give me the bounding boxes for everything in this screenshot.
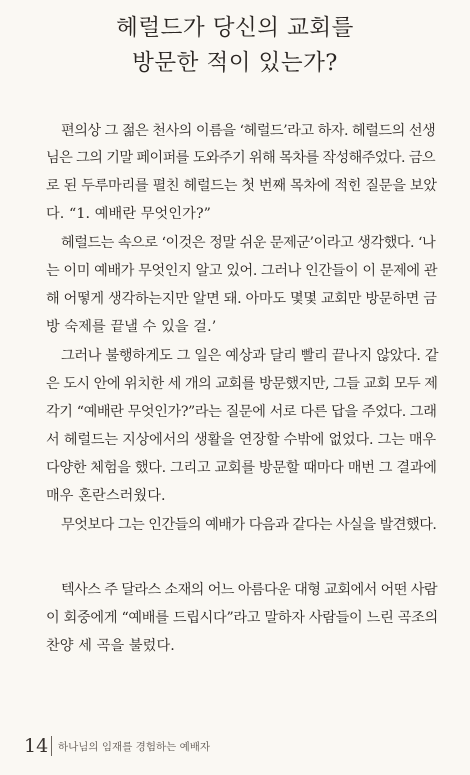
footer-divider [51,736,52,756]
body-line: 무엇보다 그는 인간들의 예배가 다음과 같다는 사실을 발견했다. [61,517,437,533]
body-line: 다. “1. 예배란 무엇인가?” [46,206,212,222]
body-line: 는 이미 예배가 무엇인지 알고 있어. 그러나 인간들이 이 문제에 관 [46,263,438,279]
running-footer-book-title: 하나님의 임재를 경험하는 예배자 [58,741,211,753]
body-line: 그러나 불행하게도 그 일은 예상과 달리 빨리 끝나지 않았다. 같 [61,348,439,364]
body-line: 찬양 세 곡을 불렀다. [46,638,175,654]
body-line: 님은 그의 기말 페이퍼를 도와주기 위해 목차를 작성해주었다. 금으 [46,150,436,166]
body-line: 서 헤럴드는 지상에서의 생활을 연장할 수밖에 없었다. 그는 매우 [46,432,436,448]
chapter-title-line-2: 방문한 적이 있는가? [132,50,338,76]
body-line: 방 숙제를 끝낼 수 있을 걸.’ [46,319,217,335]
chapter-title-line-1: 헤럴드가 당신의 교회를 [116,15,354,41]
body-line: 해 어떻게 생각하는지만 알면 돼. 아마도 몇몇 교회만 방문하면 금 [46,291,437,307]
page-number: 14 [24,735,49,757]
body-line: 이 회중에게 “예배를 드립시다”라고 말하자 사람들이 느린 곡조의 [46,610,438,626]
body-line: 은 도시 안에 위치한 세 개의 교회를 방문했지만, 그들 교회 모두 제 [46,376,438,392]
body-line: 편의상 그 젊은 천사의 이름을 ‘헤럴드’라고 하자. 헤럴드의 선생 [61,123,436,139]
body-line: 텍사스 주 달라스 소재의 어느 아름다운 대형 교회에서 어떤 사람 [61,582,437,598]
body-line: 다양한 체험을 했다. 그리고 교회를 방문할 때마다 매번 그 결과에 [46,460,437,476]
body-line: 각기 “예배란 무엇인가?”라는 질문에 서로 다른 답을 주었다. 그래 [46,404,437,420]
body-line: 로 된 두루마리를 펼친 헤럴드는 첫 번째 목차에 적힌 질문을 보았 [46,178,437,194]
body-line: 헤럴드는 속으로 ‘이것은 정말 쉬운 문제군’이라고 생각했다. ‘나 [61,235,436,251]
body-line: 매우 혼란스러웠다. [46,488,166,504]
